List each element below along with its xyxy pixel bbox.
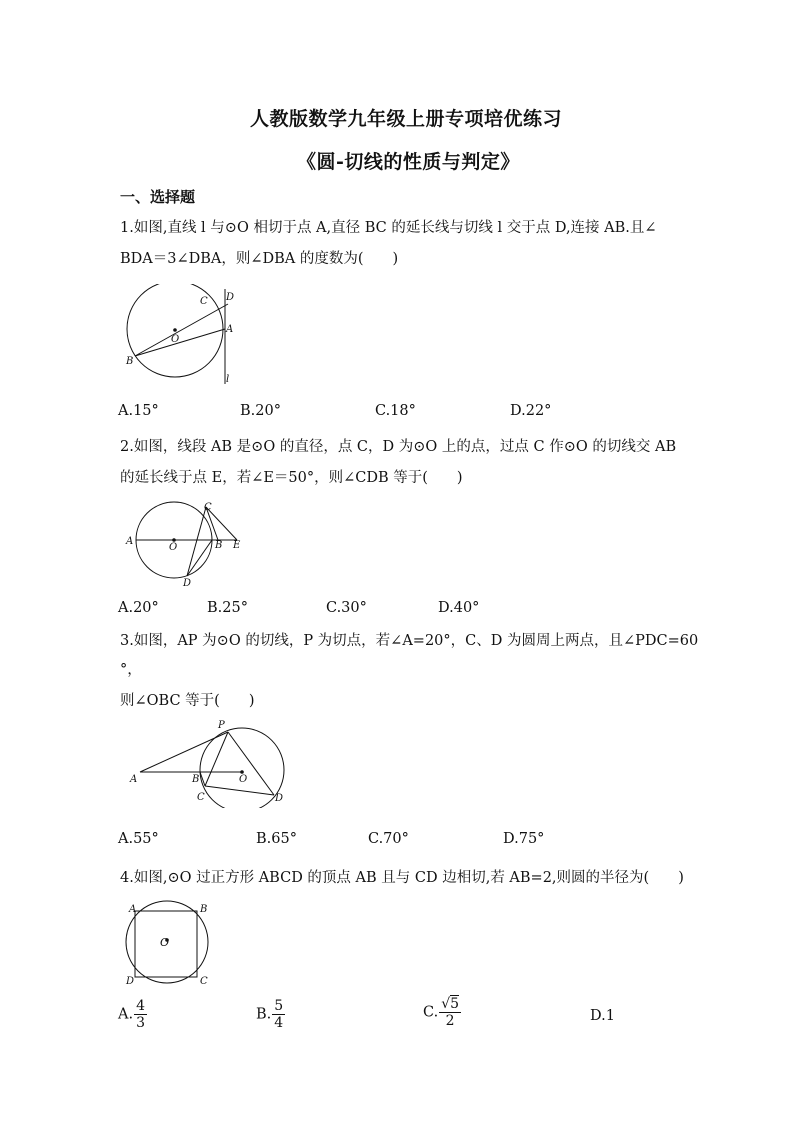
label-d: D [275,793,284,804]
question-1-line-2: BDA＝3∠DBA，则∠DBA 的度数为( ) [120,251,399,267]
label-o: O [160,936,170,949]
document-subtitle: 《圆-切线的性质与判定》 [297,151,520,173]
q1-option-d[interactable]: D.22° [510,403,552,419]
label-o: O [239,774,248,785]
line-cd [205,786,274,795]
denominator: 2 [445,1013,455,1029]
center-point [173,328,177,332]
q2-option-c[interactable]: C.30° [326,600,367,616]
label-d: D [226,292,235,303]
fraction [272,998,285,1031]
option-prefix: C. [423,1004,439,1021]
label-b: B [200,904,208,915]
question-2-figure [122,498,252,590]
q1-option-b[interactable]: B.20° [240,403,281,419]
label-b: B [215,540,223,551]
q4-option-c[interactable] [423,996,461,1029]
sqrt-icon: √ [441,996,451,1012]
label-e: E [233,540,241,551]
q2-option-a[interactable]: A.20° [118,600,159,616]
question-4-figure [120,900,220,990]
label-o: O [169,542,178,553]
question-2-line-1: 2.如图，线段 AB 是⊙O 的直径，点 C，D 为⊙O 上的点，过点 C 作⊙O 的切线交 AB [120,439,677,455]
numerator: 5 [274,998,284,1014]
label-d: D [183,578,192,589]
q3-option-a[interactable]: A.55° [118,831,159,847]
fraction [439,996,461,1029]
question-3-line-3: 则∠OBC 等于( ) [120,693,255,709]
label-a: A [129,904,137,915]
label-d: D [126,976,135,987]
question-2-line-2: 的延长线于点 E，若∠E＝50°，则∠CDB 等于( ) [120,470,463,486]
q2-option-b[interactable]: B.25° [207,600,248,616]
q1-option-c[interactable]: C.18° [375,403,416,419]
q1-option-a[interactable]: A.15° [118,403,159,419]
option-prefix: A. [118,1006,134,1023]
line-db [187,540,212,576]
radicand: 5 [450,996,460,1012]
label-b: B [192,774,200,785]
line-bd [135,304,228,356]
label-a: A [226,324,234,335]
line-ba [135,329,225,356]
label-c: C [200,296,208,307]
label-a: A [130,774,138,785]
section-heading: 一、选择题 [120,188,196,206]
label-c: C [197,792,205,803]
label-p: P [218,720,225,731]
label-c: C [200,976,208,987]
label-o: O [171,334,180,345]
q3-option-b[interactable]: B.65° [256,831,297,847]
q2-option-d[interactable]: D.40° [438,600,480,616]
q3-option-d[interactable]: D.75° [503,831,545,847]
tangent-ap [140,732,228,772]
q4-option-d[interactable]: D.1 [590,1008,615,1024]
q4-option-b[interactable] [256,998,285,1031]
line-pc [205,732,228,786]
question-1-figure [118,284,248,386]
question-4-line-1: 4.如图,⊙O 过正方形 ABCD 的顶点 AB 且与 CD 边相切,若 AB=2,则圆的半径为( ) [120,870,684,886]
numerator: 4 [136,998,146,1014]
option-prefix: B. [256,1006,272,1023]
question-3-line-2: °， [120,662,142,678]
label-c: C [204,502,212,513]
denominator: 3 [136,1015,146,1031]
line-cd [187,507,206,576]
q3-option-c[interactable]: C.70° [368,831,409,847]
question-3-line-1: 3.如图，AP 为⊙O 的切线，P 为切点，若∠A=20°，C、D 为圆周上两点，且∠PDC=60 [120,633,699,649]
label-b: B [126,356,134,367]
numerator [439,996,461,1013]
label-l: l [226,374,230,385]
question-1-line-1: 1.如图,直线 l 与⊙O 相切于点 A,直径 BC 的延长线与切线 l 交于点 D,连接 AB.且∠ [120,220,657,236]
q4-option-a[interactable] [118,998,147,1031]
question-3-figure [128,716,298,808]
document-title: 人教版数学九年级上册专项培优练习 [250,108,563,130]
denominator: 4 [274,1015,284,1031]
label-a: A [126,536,134,547]
line-pd [228,732,274,795]
fraction [134,998,147,1031]
